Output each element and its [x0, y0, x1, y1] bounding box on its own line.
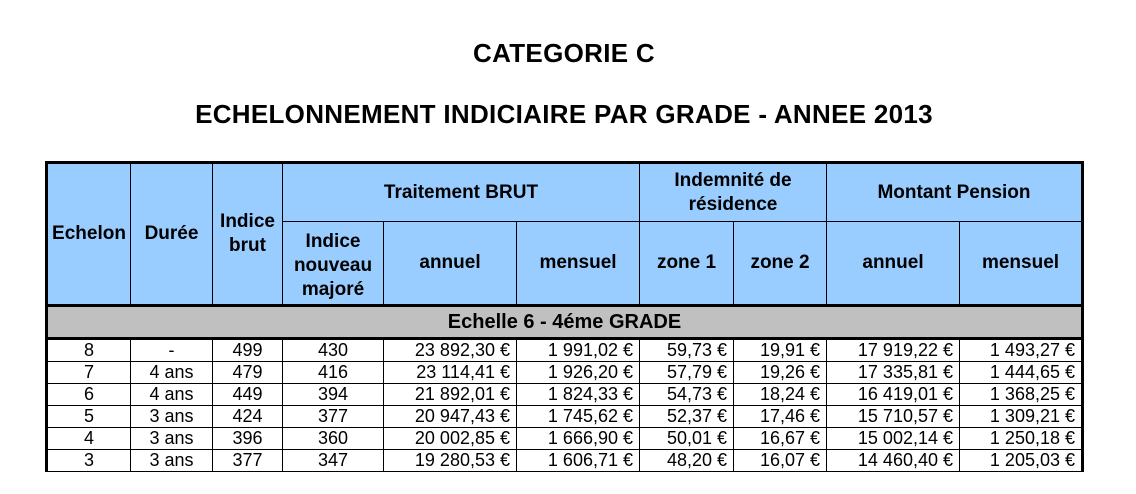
cell-zone2: 16,67 €: [734, 428, 827, 450]
salary-grid-table: [45, 161, 1084, 472]
cell-zone2: 17,46 €: [734, 406, 827, 428]
cell-pension-annuel: 17 919,22 €: [827, 339, 960, 362]
cell-traitement-mensuel: 1 991,02 €: [517, 339, 640, 362]
cell-duree: -: [131, 339, 213, 362]
cell-pension-annuel: 15 002,14 €: [827, 428, 960, 450]
cell-pension-mensuel: 1 205,03 €: [960, 450, 1083, 472]
header-zone2: zone 2: [734, 222, 827, 306]
cell-indice-brut: 479: [213, 362, 283, 384]
cell-traitement-annuel: 23 892,30 €: [384, 339, 517, 362]
table-row: [47, 362, 1083, 384]
cell-traitement-mensuel: 1 606,71 €: [517, 450, 640, 472]
cell-traitement-mensuel: 1 745,62 €: [517, 406, 640, 428]
cell-traitement-mensuel: 1 666,90 €: [517, 428, 640, 450]
table-body: [47, 306, 1083, 472]
cell-indice-majore: 430: [283, 339, 384, 362]
cell-pension-mensuel: 1 309,21 €: [960, 406, 1083, 428]
header-duree: Durée: [131, 163, 213, 306]
cell-indice-brut: 377: [213, 450, 283, 472]
cell-indice-brut: 449: [213, 384, 283, 406]
cell-duree: 4 ans: [131, 384, 213, 406]
cell-echelon: 6: [47, 384, 131, 406]
cell-indice-majore: 347: [283, 450, 384, 472]
cell-pension-annuel: 15 710,57 €: [827, 406, 960, 428]
cell-traitement-annuel: 20 947,43 €: [384, 406, 517, 428]
cell-duree: 3 ans: [131, 450, 213, 472]
header-indice-brut: Indice brut: [213, 163, 283, 306]
header-montant-pension: Montant Pension: [827, 163, 1083, 222]
cell-indice-majore: 360: [283, 428, 384, 450]
cell-pension-annuel: 16 419,01 €: [827, 384, 960, 406]
table-header: [47, 163, 1083, 306]
cell-indice-brut: 424: [213, 406, 283, 428]
header-echelon: Echelon: [47, 163, 131, 306]
header-pension-annuel: annuel: [827, 222, 960, 306]
cell-zone1: 50,01 €: [640, 428, 734, 450]
cell-traitement-annuel: 21 892,01 €: [384, 384, 517, 406]
cell-echelon: 4: [47, 428, 131, 450]
cell-duree: 3 ans: [131, 406, 213, 428]
cell-traitement-mensuel: 1 926,20 €: [517, 362, 640, 384]
header-indemnite-residence: Indemnité de résidence: [640, 163, 827, 222]
cell-duree: 4 ans: [131, 362, 213, 384]
cell-indice-majore: 377: [283, 406, 384, 428]
cell-traitement-annuel: 19 280,53 €: [384, 450, 517, 472]
cell-echelon: 8: [47, 339, 131, 362]
grade-row: [47, 306, 1083, 339]
cell-pension-mensuel: 1 493,27 €: [960, 339, 1083, 362]
cell-echelon: 3: [47, 450, 131, 472]
cell-zone2: 19,91 €: [734, 339, 827, 362]
table-row: [47, 339, 1083, 362]
table-row: [47, 406, 1083, 428]
header-zone1: zone 1: [640, 222, 734, 306]
cell-zone2: 19,26 €: [734, 362, 827, 384]
header-traitement-mensuel: mensuel: [517, 222, 640, 306]
cell-indice-brut: 396: [213, 428, 283, 450]
cell-zone2: 18,24 €: [734, 384, 827, 406]
cell-zone1: 59,73 €: [640, 339, 734, 362]
cell-pension-mensuel: 1 444,65 €: [960, 362, 1083, 384]
cell-zone2: 16,07 €: [734, 450, 827, 472]
cell-zone1: 54,73 €: [640, 384, 734, 406]
cell-pension-annuel: 14 460,40 €: [827, 450, 960, 472]
grade-label: Echelle 6 - 4éme GRADE: [47, 306, 1083, 339]
header-indice-majore: Indice nouveau majoré: [283, 222, 384, 306]
cell-echelon: 7: [47, 362, 131, 384]
table-row: [47, 384, 1083, 406]
cell-indice-majore: 394: [283, 384, 384, 406]
table-row: [47, 428, 1083, 450]
page-title: CATEGORIE C: [473, 38, 655, 68]
page-subtitle: ECHELONNEMENT INDICIAIRE PAR GRADE - ANNEE 2013: [195, 99, 933, 129]
cell-pension-mensuel: 1 368,25 €: [960, 384, 1083, 406]
cell-duree: 3 ans: [131, 428, 213, 450]
cell-indice-majore: 416: [283, 362, 384, 384]
header-pension-mensuel: mensuel: [960, 222, 1083, 306]
table-row: [47, 450, 1083, 472]
cell-traitement-annuel: 23 114,41 €: [384, 362, 517, 384]
cell-traitement-mensuel: 1 824,33 €: [517, 384, 640, 406]
header-traitement-annuel: annuel: [384, 222, 517, 306]
cell-zone1: 48,20 €: [640, 450, 734, 472]
cell-indice-brut: 499: [213, 339, 283, 362]
cell-echelon: 5: [47, 406, 131, 428]
cell-traitement-annuel: 20 002,85 €: [384, 428, 517, 450]
cell-pension-mensuel: 1 250,18 €: [960, 428, 1083, 450]
cell-zone1: 52,37 €: [640, 406, 734, 428]
header-traitement-brut: Traitement BRUT: [283, 163, 640, 222]
cell-zone1: 57,79 €: [640, 362, 734, 384]
cell-pension-annuel: 17 335,81 €: [827, 362, 960, 384]
